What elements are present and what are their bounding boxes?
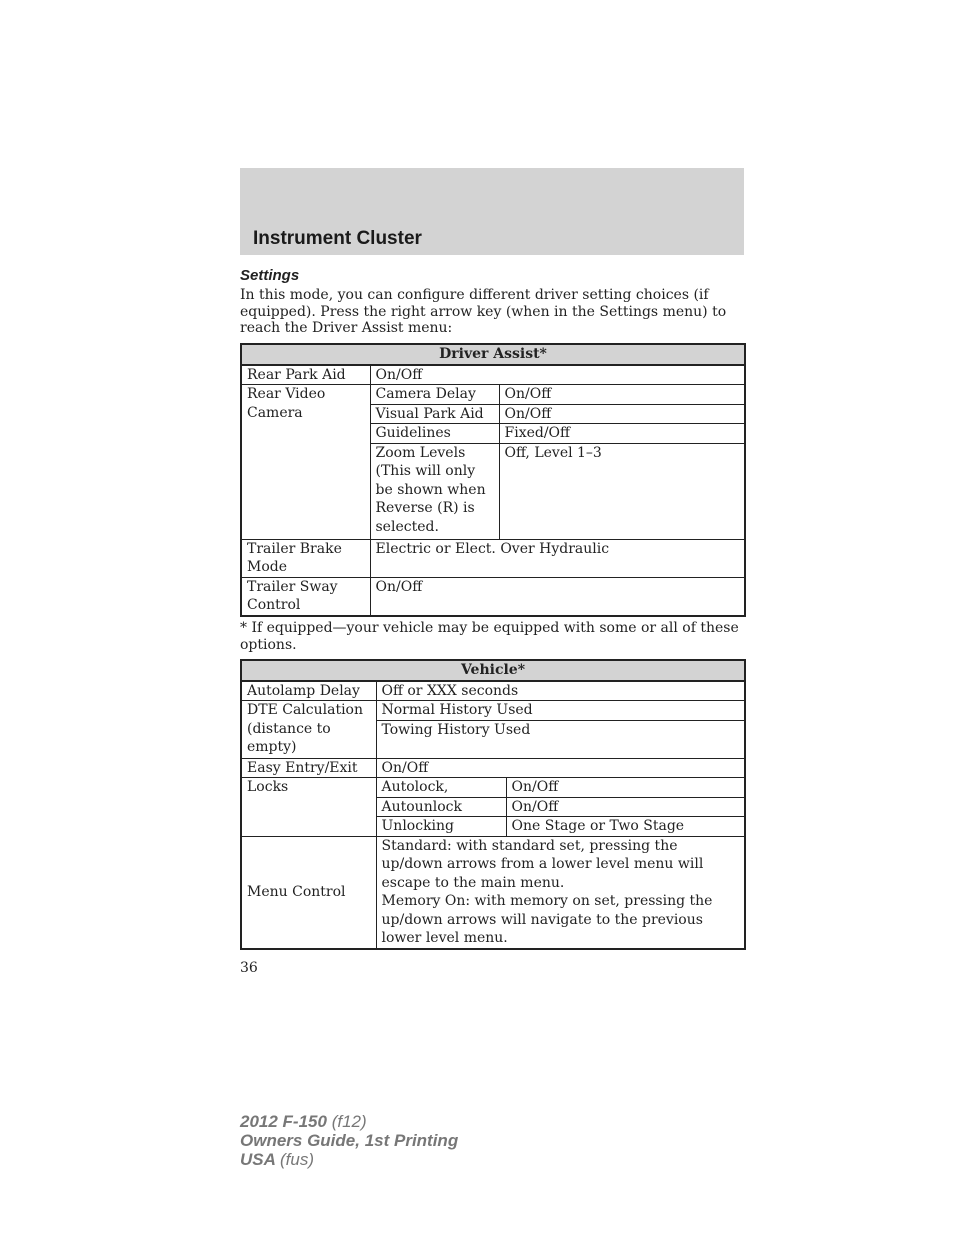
footer-market-code: (fus) (280, 1150, 314, 1169)
table-row (241, 365, 745, 385)
sub-label: Autolock, (376, 778, 506, 798)
row-label: Autolamp Delay (241, 681, 376, 701)
footnote: * If equipped—your vehicle may be equipped with some or all of these options. (240, 620, 739, 653)
footer-model-code: (f12) (331, 1112, 367, 1131)
sub-value: Fixed/Off (499, 424, 745, 444)
sub-label: Visual Park Aid (370, 404, 499, 424)
sub-label: Autounlock (376, 797, 506, 817)
menu-control-standard: Standard: with standard set, pressing the up/down arrows from a lower level menu will escape to the main menu. (381, 837, 704, 891)
sub-label: Guidelines (370, 424, 499, 444)
section-title: Instrument Cluster (253, 228, 422, 249)
row-value: On/Off (376, 758, 745, 778)
row-label: Rear Video Camera (241, 385, 370, 540)
row-value: Off or XXX seconds (376, 681, 745, 701)
sub-value: Off, Level 1–3 (499, 443, 745, 539)
settings-intro: In this mode, you can configure different driver setting choices (if equipped). Press the right arrow key (when in the Settings menu) to reach the Driver Assist menu: (240, 287, 727, 336)
vehicle-title: Vehicle* (241, 660, 745, 681)
table-row (241, 836, 745, 949)
row-label: Menu Control (241, 836, 376, 949)
sub-value: One Stage or Two Stage (506, 817, 745, 837)
table-row (241, 778, 745, 798)
sub-value: On/Off (506, 778, 745, 798)
settings-heading: Settings (240, 267, 300, 284)
sub-label: Zoom Levels (This will only be shown when Reverse (R) is selected. (370, 443, 499, 539)
document-footer (240, 1112, 458, 1169)
row-value: Normal History Used (376, 701, 745, 721)
footer-model: 2012 F-150 (240, 1112, 327, 1131)
sub-label: Unlocking (376, 817, 506, 837)
page-number: 36 (240, 960, 258, 976)
table-row (241, 681, 745, 701)
driver-assist-table (240, 343, 746, 617)
row-value: On/Off (370, 365, 745, 385)
vehicle-table (240, 659, 746, 950)
row-label: Easy Entry/Exit (241, 758, 376, 778)
row-label: Trailer Brake Mode (241, 539, 370, 577)
table-row (241, 758, 745, 778)
row-label: Locks (241, 778, 376, 837)
row-value: Electric or Elect. Over Hydraulic (370, 539, 745, 577)
row-label: DTE Calculation (distance to empty) (241, 701, 376, 759)
menu-control-memory-on: Memory On: with memory on set, pressing the up/down arrows will navigate to the previous lower level menu. (381, 893, 713, 946)
row-label: Rear Park Aid (241, 365, 370, 385)
driver-assist-title: Driver Assist* (241, 344, 745, 365)
row-value (376, 836, 745, 949)
table-row (241, 539, 745, 577)
footer-market: USA (240, 1150, 276, 1169)
footer-edition: Owners Guide, 1st Printing (240, 1131, 459, 1150)
row-value: On/Off (370, 577, 745, 616)
sub-value: On/Off (506, 797, 745, 817)
table-row (241, 385, 745, 405)
sub-value: On/Off (499, 404, 745, 424)
table-row (241, 577, 745, 616)
row-value: Towing History Used (376, 720, 745, 758)
table-row (241, 701, 745, 721)
sub-label: Camera Delay (370, 385, 499, 405)
sub-value: On/Off (499, 385, 745, 405)
row-label: Trailer Sway Control (241, 577, 370, 616)
